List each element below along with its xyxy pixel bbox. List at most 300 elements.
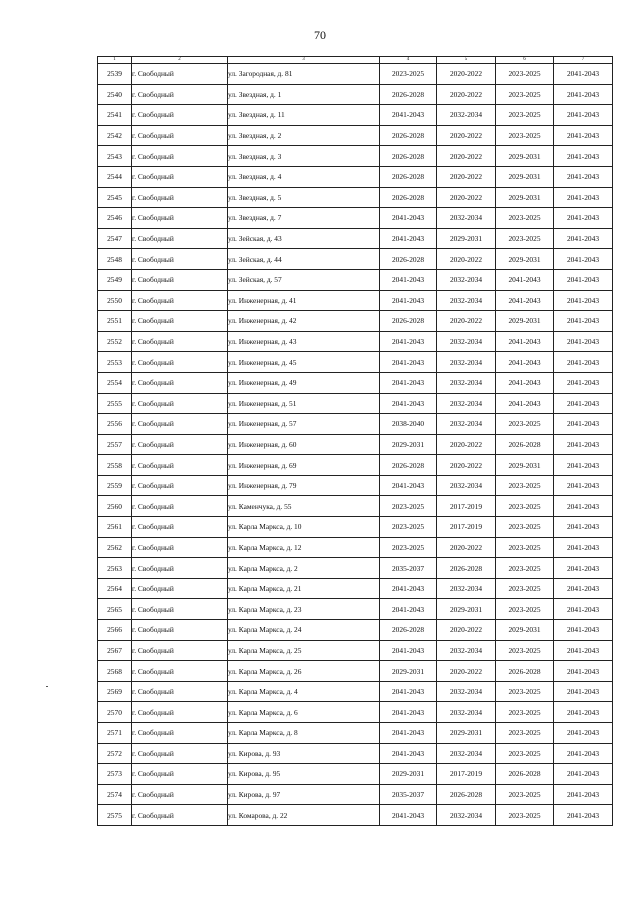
city-cell: г. Свободный xyxy=(132,784,228,805)
period-cell-6: 2041-2043 xyxy=(496,269,554,290)
period-cell-4: 2035-2037 xyxy=(380,784,437,805)
period-cell-7: 2041-2043 xyxy=(554,764,613,785)
address-cell: ул. Карла Маркса, д. 2 xyxy=(228,558,380,579)
city-cell: г. Свободный xyxy=(132,269,228,290)
schedule-table xyxy=(97,56,613,826)
column-number: 2 xyxy=(132,57,228,64)
row-number: 2540 xyxy=(98,84,132,105)
address-cell: ул. Инженерная, д. 41 xyxy=(228,290,380,311)
period-cell-4: 2026-2028 xyxy=(380,249,437,270)
address-cell: ул. Зейская, д. 43 xyxy=(228,228,380,249)
address-cell: ул. Зейская, д. 57 xyxy=(228,269,380,290)
period-cell-7: 2041-2043 xyxy=(554,681,613,702)
city-cell: г. Свободный xyxy=(132,764,228,785)
address-cell: ул. Карла Маркса, д. 25 xyxy=(228,640,380,661)
table-row xyxy=(98,125,613,146)
period-cell-5: 2032-2034 xyxy=(437,352,496,373)
period-cell-5: 2032-2034 xyxy=(437,414,496,435)
row-number: 2563 xyxy=(98,558,132,579)
period-cell-4: 2041-2043 xyxy=(380,723,437,744)
row-number: 2570 xyxy=(98,702,132,723)
city-cell: г. Свободный xyxy=(132,331,228,352)
period-cell-4: 2026-2028 xyxy=(380,146,437,167)
period-cell-4: 2041-2043 xyxy=(380,640,437,661)
address-cell: ул. Карла Маркса, д. 4 xyxy=(228,681,380,702)
period-cell-6: 2023-2025 xyxy=(496,743,554,764)
city-cell: г. Свободный xyxy=(132,455,228,476)
period-cell-5: 2020-2022 xyxy=(437,311,496,332)
period-cell-4: 2041-2043 xyxy=(380,599,437,620)
period-cell-7: 2041-2043 xyxy=(554,125,613,146)
row-number: 2559 xyxy=(98,475,132,496)
table-row xyxy=(98,743,613,764)
table-row xyxy=(98,393,613,414)
address-cell: ул. Кирова, д. 95 xyxy=(228,764,380,785)
period-cell-5: 2020-2022 xyxy=(437,166,496,187)
period-cell-4: 2023-2025 xyxy=(380,537,437,558)
city-cell: г. Свободный xyxy=(132,681,228,702)
address-cell: ул. Звездная, д. 5 xyxy=(228,187,380,208)
period-cell-4: 2035-2037 xyxy=(380,558,437,579)
city-cell: г. Свободный xyxy=(132,496,228,517)
city-cell: г. Свободный xyxy=(132,105,228,126)
period-cell-6: 2029-2031 xyxy=(496,146,554,167)
row-number: 2566 xyxy=(98,620,132,641)
table-row xyxy=(98,723,613,744)
period-cell-5: 2032-2034 xyxy=(437,640,496,661)
row-number: 2558 xyxy=(98,455,132,476)
period-cell-6: 2029-2031 xyxy=(496,166,554,187)
period-cell-7: 2041-2043 xyxy=(554,620,613,641)
city-cell: г. Свободный xyxy=(132,805,228,826)
period-cell-4: 2029-2031 xyxy=(380,434,437,455)
period-cell-5: 2020-2022 xyxy=(437,187,496,208)
city-cell: г. Свободный xyxy=(132,620,228,641)
column-number: 7 xyxy=(554,57,613,64)
column-number: 3 xyxy=(228,57,380,64)
period-cell-7: 2041-2043 xyxy=(554,702,613,723)
period-cell-7: 2041-2043 xyxy=(554,723,613,744)
address-cell: ул. Звездная, д. 7 xyxy=(228,208,380,229)
period-cell-5: 2032-2034 xyxy=(437,578,496,599)
period-cell-5: 2020-2022 xyxy=(437,146,496,167)
period-cell-6: 2023-2025 xyxy=(496,702,554,723)
table-row xyxy=(98,702,613,723)
period-cell-4: 2041-2043 xyxy=(380,372,437,393)
period-cell-7: 2041-2043 xyxy=(554,599,613,620)
table-row xyxy=(98,455,613,476)
period-cell-7: 2041-2043 xyxy=(554,269,613,290)
period-cell-6: 2023-2025 xyxy=(496,228,554,249)
table-row xyxy=(98,784,613,805)
period-cell-5: 2020-2022 xyxy=(437,84,496,105)
period-cell-6: 2026-2028 xyxy=(496,434,554,455)
period-cell-7: 2041-2043 xyxy=(554,475,613,496)
period-cell-6: 2023-2025 xyxy=(496,723,554,744)
row-number: 2546 xyxy=(98,208,132,229)
period-cell-5: 2020-2022 xyxy=(437,620,496,641)
row-number: 2545 xyxy=(98,187,132,208)
period-cell-7: 2041-2043 xyxy=(554,372,613,393)
row-number: 2543 xyxy=(98,146,132,167)
period-cell-6: 2041-2043 xyxy=(496,290,554,311)
period-cell-4: 2023-2025 xyxy=(380,517,437,538)
address-cell: ул. Инженерная, д. 43 xyxy=(228,331,380,352)
period-cell-5: 2020-2022 xyxy=(437,249,496,270)
period-cell-6: 2041-2043 xyxy=(496,352,554,373)
table-row xyxy=(98,434,613,455)
row-number: 2568 xyxy=(98,661,132,682)
city-cell: г. Свободный xyxy=(132,311,228,332)
city-cell: г. Свободный xyxy=(132,723,228,744)
period-cell-5: 2026-2028 xyxy=(437,784,496,805)
table-row xyxy=(98,764,613,785)
table-row xyxy=(98,558,613,579)
period-cell-7: 2041-2043 xyxy=(554,496,613,517)
address-cell: ул. Инженерная, д. 79 xyxy=(228,475,380,496)
row-number: 2562 xyxy=(98,537,132,558)
address-cell: ул. Карла Маркса, д. 6 xyxy=(228,702,380,723)
city-cell: г. Свободный xyxy=(132,208,228,229)
city-cell: г. Свободный xyxy=(132,166,228,187)
table-row xyxy=(98,290,613,311)
table-row xyxy=(98,414,613,435)
address-cell: ул. Инженерная, д. 51 xyxy=(228,393,380,414)
table-row xyxy=(98,208,613,229)
period-cell-7: 2041-2043 xyxy=(554,558,613,579)
period-cell-4: 2041-2043 xyxy=(380,228,437,249)
table-row xyxy=(98,146,613,167)
city-cell: г. Свободный xyxy=(132,475,228,496)
period-cell-7: 2041-2043 xyxy=(554,311,613,332)
row-number: 2547 xyxy=(98,228,132,249)
city-cell: г. Свободный xyxy=(132,743,228,764)
period-cell-5: 2020-2022 xyxy=(437,455,496,476)
row-number: 2549 xyxy=(98,269,132,290)
period-cell-4: 2029-2031 xyxy=(380,661,437,682)
address-cell: ул. Инженерная, д. 69 xyxy=(228,455,380,476)
period-cell-7: 2041-2043 xyxy=(554,208,613,229)
row-number: 2574 xyxy=(98,784,132,805)
period-cell-6: 2023-2025 xyxy=(496,599,554,620)
city-cell: г. Свободный xyxy=(132,393,228,414)
period-cell-4: 2041-2043 xyxy=(380,743,437,764)
table-row xyxy=(98,228,613,249)
row-number: 2560 xyxy=(98,496,132,517)
period-cell-4: 2038-2040 xyxy=(380,414,437,435)
period-cell-4: 2026-2028 xyxy=(380,311,437,332)
period-cell-4: 2026-2028 xyxy=(380,166,437,187)
period-cell-6: 2023-2025 xyxy=(496,125,554,146)
row-number: 2553 xyxy=(98,352,132,373)
address-cell: ул. Зейская, д. 44 xyxy=(228,249,380,270)
address-cell: ул. Звездная, д. 4 xyxy=(228,166,380,187)
period-cell-5: 2032-2034 xyxy=(437,393,496,414)
period-cell-5: 2026-2028 xyxy=(437,558,496,579)
table-row xyxy=(98,372,613,393)
period-cell-5: 2032-2034 xyxy=(437,702,496,723)
row-number: 2552 xyxy=(98,331,132,352)
table-row xyxy=(98,661,613,682)
city-cell: г. Свободный xyxy=(132,290,228,311)
city-cell: г. Свободный xyxy=(132,372,228,393)
period-cell-6: 2041-2043 xyxy=(496,393,554,414)
period-cell-6: 2023-2025 xyxy=(496,805,554,826)
period-cell-7: 2041-2043 xyxy=(554,249,613,270)
period-cell-5: 2020-2022 xyxy=(437,64,496,85)
period-cell-7: 2041-2043 xyxy=(554,84,613,105)
period-cell-6: 2026-2028 xyxy=(496,764,554,785)
period-cell-4: 2041-2043 xyxy=(380,105,437,126)
period-cell-4: 2023-2025 xyxy=(380,496,437,517)
period-cell-5: 2020-2022 xyxy=(437,661,496,682)
period-cell-6: 2023-2025 xyxy=(496,84,554,105)
period-cell-6: 2029-2031 xyxy=(496,249,554,270)
period-cell-4: 2041-2043 xyxy=(380,578,437,599)
page-number: 70 xyxy=(314,28,326,42)
period-cell-6: 2023-2025 xyxy=(496,208,554,229)
period-cell-5: 2020-2022 xyxy=(437,537,496,558)
address-cell: ул. Карла Маркса, д. 24 xyxy=(228,620,380,641)
period-cell-7: 2041-2043 xyxy=(554,578,613,599)
column-number: 1 xyxy=(98,57,132,64)
table-row xyxy=(98,517,613,538)
row-number: 2572 xyxy=(98,743,132,764)
period-cell-6: 2023-2025 xyxy=(496,475,554,496)
table-row xyxy=(98,311,613,332)
period-cell-5: 2029-2031 xyxy=(437,599,496,620)
city-cell: г. Свободный xyxy=(132,228,228,249)
period-cell-7: 2041-2043 xyxy=(554,146,613,167)
address-cell: ул. Карла Маркса, д. 21 xyxy=(228,578,380,599)
period-cell-5: 2017-2019 xyxy=(437,496,496,517)
column-number-row xyxy=(98,57,613,64)
period-cell-4: 2041-2043 xyxy=(380,352,437,373)
period-cell-5: 2032-2034 xyxy=(437,805,496,826)
period-cell-5: 2032-2034 xyxy=(437,331,496,352)
period-cell-6: 2023-2025 xyxy=(496,578,554,599)
address-cell: ул. Звездная, д. 1 xyxy=(228,84,380,105)
address-cell: ул. Карла Маркса, д. 10 xyxy=(228,517,380,538)
period-cell-7: 2041-2043 xyxy=(554,331,613,352)
period-cell-7: 2041-2043 xyxy=(554,434,613,455)
period-cell-6: 2029-2031 xyxy=(496,311,554,332)
row-number: 2573 xyxy=(98,764,132,785)
city-cell: г. Свободный xyxy=(132,702,228,723)
period-cell-7: 2041-2043 xyxy=(554,661,613,682)
address-cell: ул. Инженерная, д. 45 xyxy=(228,352,380,373)
row-number: 2571 xyxy=(98,723,132,744)
table-row xyxy=(98,249,613,270)
period-cell-7: 2041-2043 xyxy=(554,228,613,249)
city-cell: г. Свободный xyxy=(132,125,228,146)
period-cell-6: 2023-2025 xyxy=(496,681,554,702)
row-number: 2557 xyxy=(98,434,132,455)
city-cell: г. Свободный xyxy=(132,578,228,599)
period-cell-4: 2026-2028 xyxy=(380,455,437,476)
table-row xyxy=(98,331,613,352)
address-cell: ул. Карла Маркса, д. 12 xyxy=(228,537,380,558)
row-number: 2569 xyxy=(98,681,132,702)
period-cell-7: 2041-2043 xyxy=(554,352,613,373)
period-cell-5: 2032-2034 xyxy=(437,269,496,290)
row-number: 2555 xyxy=(98,393,132,414)
row-number: 2565 xyxy=(98,599,132,620)
address-cell: ул. Комарова, д. 22 xyxy=(228,805,380,826)
row-number: 2575 xyxy=(98,805,132,826)
period-cell-5: 2020-2022 xyxy=(437,434,496,455)
city-cell: г. Свободный xyxy=(132,414,228,435)
period-cell-7: 2041-2043 xyxy=(554,743,613,764)
period-cell-4: 2041-2043 xyxy=(380,208,437,229)
period-cell-4: 2041-2043 xyxy=(380,475,437,496)
period-cell-4: 2029-2031 xyxy=(380,764,437,785)
period-cell-6: 2029-2031 xyxy=(496,455,554,476)
address-cell: ул. Инженерная, д. 49 xyxy=(228,372,380,393)
period-cell-7: 2041-2043 xyxy=(554,393,613,414)
city-cell: г. Свободный xyxy=(132,187,228,208)
row-number: 2550 xyxy=(98,290,132,311)
table-row xyxy=(98,475,613,496)
city-cell: г. Свободный xyxy=(132,249,228,270)
period-cell-4: 2041-2043 xyxy=(380,805,437,826)
period-cell-5: 2020-2022 xyxy=(437,125,496,146)
address-cell: ул. Карла Маркса, д. 23 xyxy=(228,599,380,620)
table-row xyxy=(98,620,613,641)
period-cell-7: 2041-2043 xyxy=(554,414,613,435)
period-cell-4: 2023-2025 xyxy=(380,64,437,85)
city-cell: г. Свободный xyxy=(132,84,228,105)
row-number: 2551 xyxy=(98,311,132,332)
period-cell-7: 2041-2043 xyxy=(554,64,613,85)
address-cell: ул. Инженерная, д. 42 xyxy=(228,311,380,332)
column-number: 5 xyxy=(437,57,496,64)
address-cell: ул. Загородная, д. 81 xyxy=(228,64,380,85)
table-row xyxy=(98,599,613,620)
row-number: 2561 xyxy=(98,517,132,538)
row-number: 2539 xyxy=(98,64,132,85)
row-number: 2564 xyxy=(98,578,132,599)
period-cell-7: 2041-2043 xyxy=(554,805,613,826)
row-number: 2548 xyxy=(98,249,132,270)
table-row xyxy=(98,352,613,373)
period-cell-4: 2041-2043 xyxy=(380,269,437,290)
table-row xyxy=(98,84,613,105)
period-cell-5: 2032-2034 xyxy=(437,208,496,229)
city-cell: г. Свободный xyxy=(132,640,228,661)
period-cell-6: 2023-2025 xyxy=(496,784,554,805)
period-cell-7: 2041-2043 xyxy=(554,166,613,187)
period-cell-6: 2029-2031 xyxy=(496,187,554,208)
city-cell: г. Свободный xyxy=(132,146,228,167)
period-cell-6: 2023-2025 xyxy=(496,496,554,517)
table-body xyxy=(98,64,613,826)
period-cell-6: 2023-2025 xyxy=(496,558,554,579)
address-cell: ул. Звездная, д. 11 xyxy=(228,105,380,126)
city-cell: г. Свободный xyxy=(132,537,228,558)
period-cell-6: 2023-2025 xyxy=(496,640,554,661)
period-cell-4: 2041-2043 xyxy=(380,290,437,311)
table-row xyxy=(98,805,613,826)
row-number: 2556 xyxy=(98,414,132,435)
period-cell-4: 2026-2028 xyxy=(380,187,437,208)
city-cell: г. Свободный xyxy=(132,558,228,579)
period-cell-7: 2041-2043 xyxy=(554,537,613,558)
period-cell-6: 2023-2025 xyxy=(496,64,554,85)
period-cell-5: 2032-2034 xyxy=(437,290,496,311)
row-number: 2541 xyxy=(98,105,132,126)
address-cell: ул. Кирова, д. 97 xyxy=(228,784,380,805)
period-cell-4: 2026-2028 xyxy=(380,84,437,105)
period-cell-5: 2032-2034 xyxy=(437,105,496,126)
period-cell-6: 2041-2043 xyxy=(496,331,554,352)
table-row xyxy=(98,187,613,208)
address-cell: ул. Инженерная, д. 57 xyxy=(228,414,380,435)
table-row xyxy=(98,269,613,290)
margin-mark xyxy=(46,686,48,687)
period-cell-7: 2041-2043 xyxy=(554,517,613,538)
period-cell-4: 2041-2043 xyxy=(380,681,437,702)
period-cell-7: 2041-2043 xyxy=(554,455,613,476)
address-cell: ул. Карла Маркса, д. 8 xyxy=(228,723,380,744)
period-cell-6: 2026-2028 xyxy=(496,661,554,682)
period-cell-5: 2032-2034 xyxy=(437,372,496,393)
table-row xyxy=(98,105,613,126)
address-cell: ул. Карла Маркса, д. 26 xyxy=(228,661,380,682)
period-cell-5: 2017-2019 xyxy=(437,517,496,538)
table-row xyxy=(98,496,613,517)
address-cell: ул. Звездная, д. 2 xyxy=(228,125,380,146)
address-cell: ул. Инженерная, д. 60 xyxy=(228,434,380,455)
period-cell-4: 2026-2028 xyxy=(380,125,437,146)
row-number: 2567 xyxy=(98,640,132,661)
period-cell-4: 2026-2028 xyxy=(380,620,437,641)
period-cell-6: 2023-2025 xyxy=(496,517,554,538)
city-cell: г. Свободный xyxy=(132,434,228,455)
column-number: 6 xyxy=(496,57,554,64)
period-cell-5: 2032-2034 xyxy=(437,743,496,764)
table-row xyxy=(98,64,613,85)
row-number: 2544 xyxy=(98,166,132,187)
city-cell: г. Свободный xyxy=(132,517,228,538)
address-cell: ул. Звездная, д. 3 xyxy=(228,146,380,167)
table-row xyxy=(98,578,613,599)
row-number: 2554 xyxy=(98,372,132,393)
period-cell-7: 2041-2043 xyxy=(554,105,613,126)
period-cell-6: 2023-2025 xyxy=(496,537,554,558)
column-number: 4 xyxy=(380,57,437,64)
period-cell-6: 2041-2043 xyxy=(496,372,554,393)
period-cell-7: 2041-2043 xyxy=(554,290,613,311)
period-cell-4: 2041-2043 xyxy=(380,702,437,723)
table-row xyxy=(98,537,613,558)
period-cell-5: 2029-2031 xyxy=(437,228,496,249)
period-cell-5: 2017-2019 xyxy=(437,764,496,785)
period-cell-5: 2032-2034 xyxy=(437,475,496,496)
period-cell-4: 2041-2043 xyxy=(380,393,437,414)
period-cell-7: 2041-2043 xyxy=(554,640,613,661)
city-cell: г. Свободный xyxy=(132,64,228,85)
period-cell-6: 2029-2031 xyxy=(496,620,554,641)
period-cell-4: 2041-2043 xyxy=(380,331,437,352)
period-cell-6: 2023-2025 xyxy=(496,414,554,435)
period-cell-5: 2029-2031 xyxy=(437,723,496,744)
address-cell: ул. Кирова, д. 93 xyxy=(228,743,380,764)
table-row xyxy=(98,640,613,661)
row-number: 2542 xyxy=(98,125,132,146)
period-cell-7: 2041-2043 xyxy=(554,187,613,208)
address-cell: ул. Каменчука, д. 55 xyxy=(228,496,380,517)
